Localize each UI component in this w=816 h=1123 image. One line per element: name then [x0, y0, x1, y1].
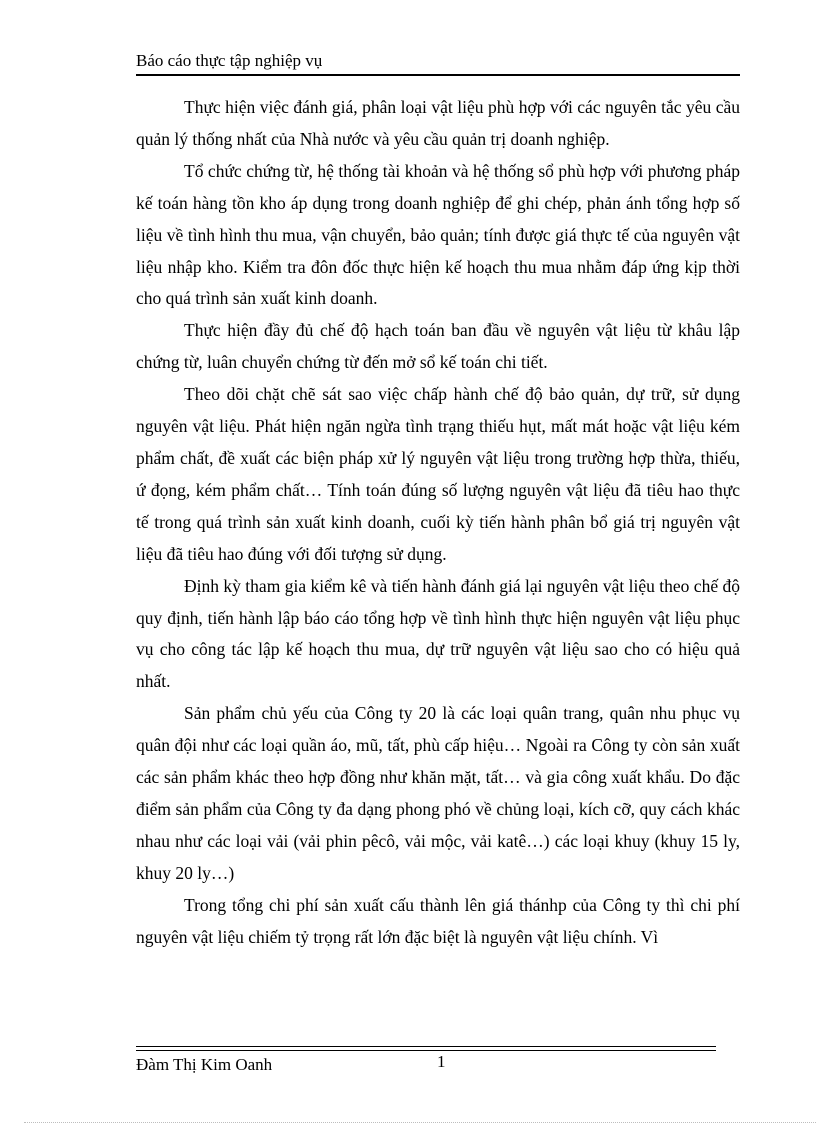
paragraph: Thực hiện việc đánh giá, phân loại vật liệu phù hợp với các nguyên tắc yêu cầu quản lý thống nhất của Nhà nước và yêu cầu quản trị doanh nghiệp. — [136, 97, 740, 149]
header-title: Báo cáo thực tập nghiệp vụ — [136, 51, 323, 70]
document-body — [136, 92, 740, 953]
paragraph: Thực hiện đầy đủ chế độ hạch toán ban đầu về nguyên vật liệu từ khâu lập chứng từ, luân chuyển chứng từ đến mở sổ kế toán chi tiết. — [136, 320, 740, 373]
paragraph: Trong tổng chi phí sản xuất cấu thành lên giá thánhp của Công ty thì chi phí nguyên vật liệu chiếm tỷ trọng rất lớn đặc biệt là nguyên vật liệu chính. Vì — [136, 894, 740, 947]
footer-divider — [136, 1050, 716, 1051]
paragraph: Tổ chức chứng từ, hệ thống tài khoản và hệ thống sổ phù hợp với phương pháp kế toán hàng tồn kho áp dụng trong doanh nghiệp để ghi chép, phản ánh tổng hợp số liệu về tình hình thu mua, vận chuyển, bảo quản; tính được giá thực tế của nguyên vật liệu nhập kho. Kiểm tra đôn đốc thực hiện kế hoạch thu mua nhằm đáp ứng kịp thời cho quá trình sản xuất kinh doanh. — [136, 160, 740, 309]
page-number: 1 — [437, 1052, 446, 1071]
footer-divider — [136, 1046, 716, 1047]
footer-author: Đàm Thị Kim Oanh — [136, 1055, 273, 1074]
paragraph: Định kỳ tham gia kiểm kê và tiến hành đánh giá lại nguyên vật liệu theo chế độ quy định, tiến hành lập báo cáo tổng hợp về tình hình thực hiện nguyên vật liệu phục vụ cho công tác lập kế hoạch thu mua, dự trữ nguyên vật liệu sao cho có hiệu quả nhất. — [136, 575, 740, 692]
paragraph: Sản phẩm chủ yếu của Công ty 20 là các loại quân trang, quân nhu phục vụ quân đội như các loại quần áo, mũ, tất, phù cấp hiệu… Ngoài ra Công ty còn sản xuất các sản phẩm khác theo hợp đồng như khăn mặt, tất… và gia công xuất khẩu. Do đặc điểm sản phẩm của Công ty đa dạng phong phó về chủng loại, kích cỡ, quy cách khác nhau như các loại vải (vải phin pêcô, vải mộc, vải katê…) các loại khuy (khuy 15 ly, khuy 20 ly…) — [136, 703, 740, 883]
page-header — [136, 50, 740, 76]
paragraph: Theo dõi chặt chẽ sát sao việc chấp hành chế độ bảo quản, dự trữ, sử dụng nguyên vật liệu. Phát hiện ngăn ngừa tình trạng thiếu hụt, mất mát hoặc vật liệu kém phẩm chất, đề xuất các biện pháp xử lý nguyên vật liệu trong trường hợp thừa, thiếu, ứ đọng, kém phẩm chất… Tính toán đúng số lượng nguyên vật liệu đã tiêu hao thực tế trong quá trình sản xuất kinh doanh, cuối kỳ tiến hành phân bổ giá trị nguyên vật liệu đã tiêu hao đúng với đối tượng sử dụng. — [136, 384, 740, 564]
